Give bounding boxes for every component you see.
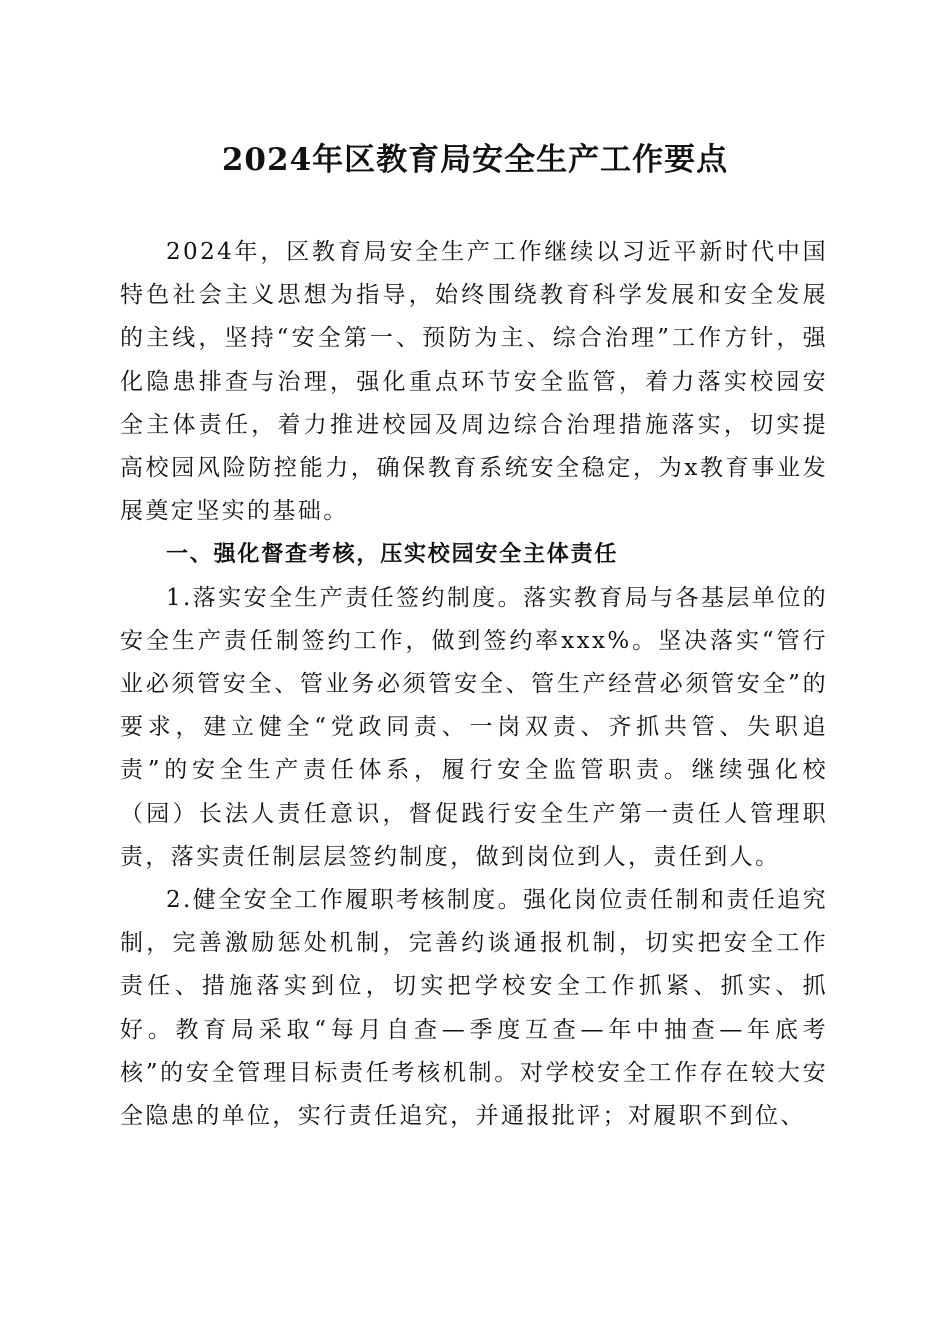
item-paragraph-2: 2.健全安全工作履职考核制度。强化岗位责任制和责任追究制，完善激励惩处机制，完善约谈通报机制，切实把安全工作责任、措施落实到位，切实把学校安全工作抓紧、抓实、抓好。教育局采取“每月自查—季度互查—年中抽查—年底考核”的安全管理目标责任考核机制。对学校安全工作存在较大安全隐患的单位，实行责任追究，并通报批评；对履职不到位、 xyxy=(120,887,828,1130)
section-heading: 一、强化督查考核，压实校园安全主体责任 xyxy=(166,542,619,568)
intro-paragraph: 2024年，区教育局安全生产工作继续以习近平新时代中国特色社会主义思想为指导，始终围绕教育科学发展和安全发展的主线，坚持“安全第一、预防为主、综合治理”工作方针，强化隐患排查与治理，强化重点环节安全监管，着力落实校园安全主体责任，着力推进校园及周边综合治理措施落实，切实提高校园风险防控能力，确保教育系统安全稳定，为x教育事业发展奠定坚实的基础。 xyxy=(120,239,828,525)
document-body xyxy=(120,231,828,1138)
item-paragraph-1: 1.落实安全生产责任签约制度。落实教育局与各基层单位的安全生产责任制签约工作，做到签约率xxx%。坚决落实“管行业必须管安全、管业务必须管安全、管生产经营必须管安全”的要求，建立健全“党政同责、一岗双责、齐抓共管、失职追责”的安全生产责任体系，履行安全监管职责。继续强化校（园）长法人责任意识，督促践行安全生产第一责任人管理职责，落实责任制层层签约制度，做到岗位到人，责任到人。 xyxy=(120,584,828,870)
document-title: 2024年区教育局安全生产工作要点 xyxy=(221,142,729,178)
